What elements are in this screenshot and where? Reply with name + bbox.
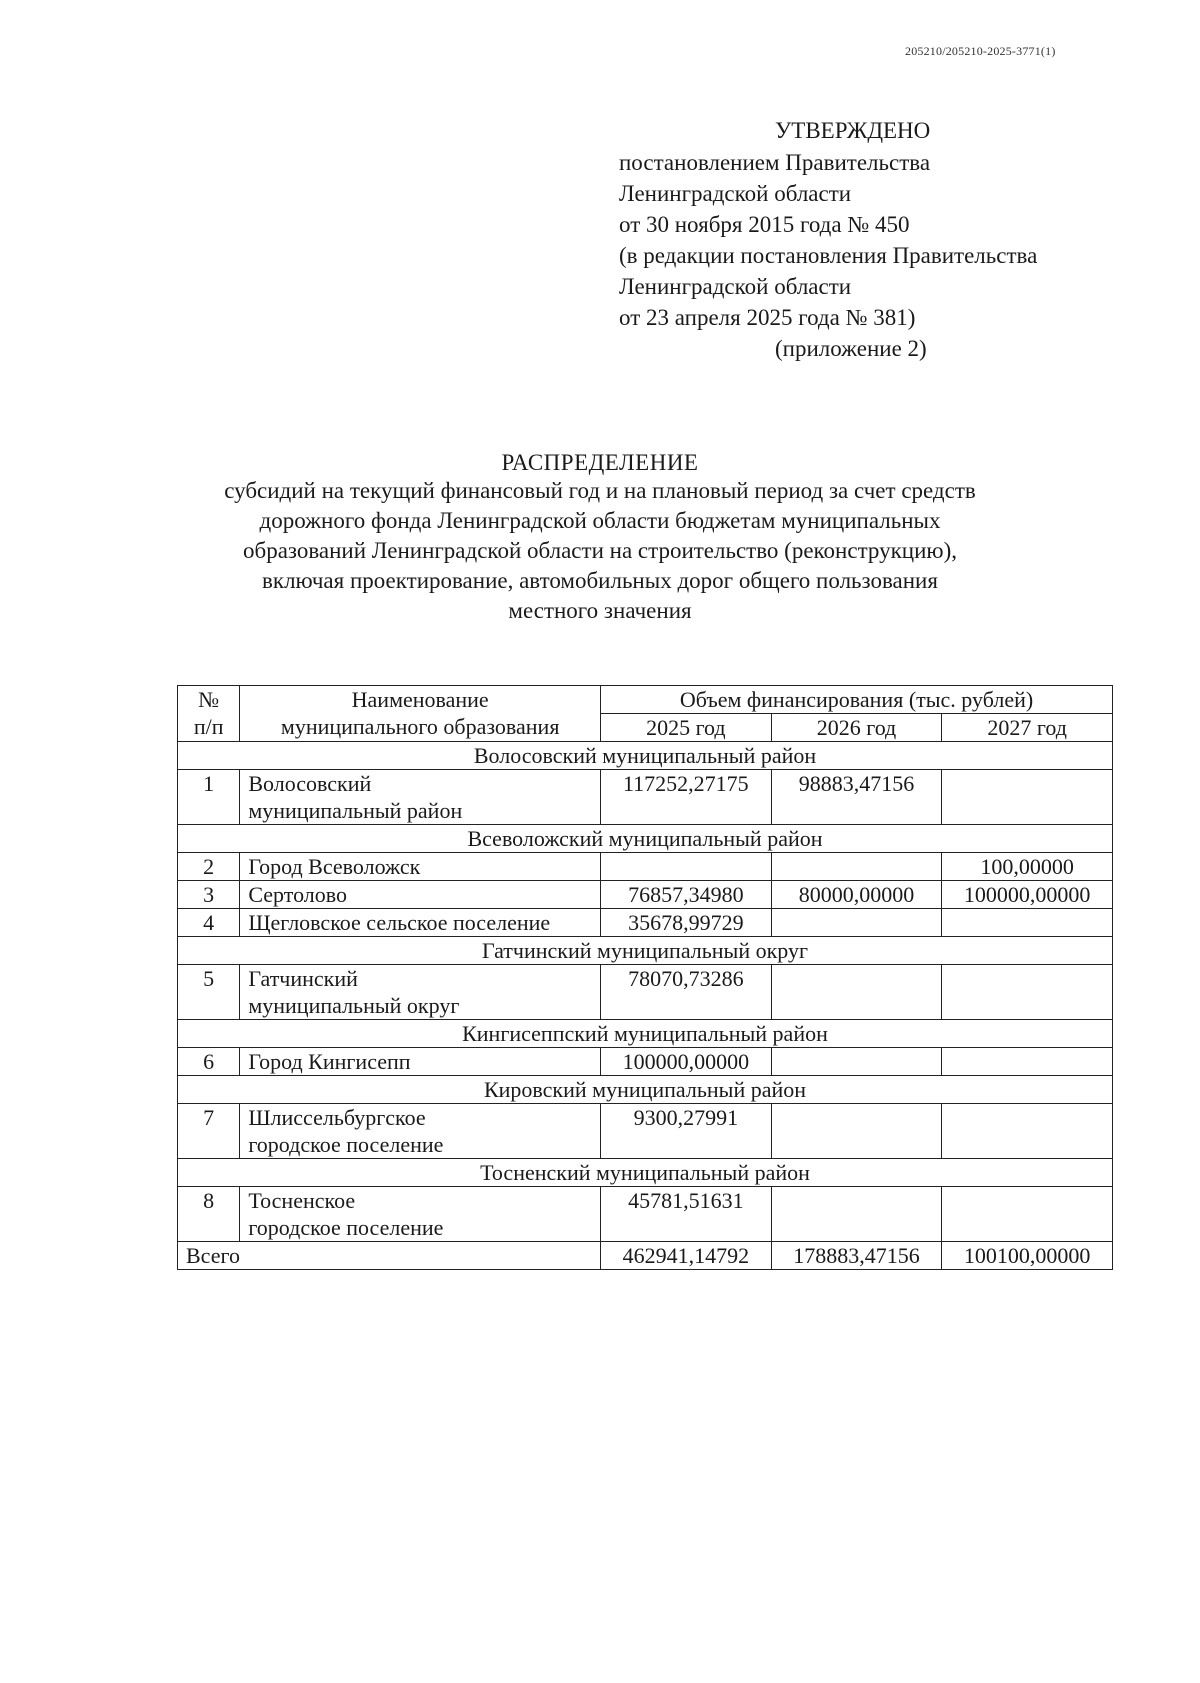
table-row bbox=[178, 881, 1113, 909]
row-value-2026 bbox=[771, 1187, 942, 1242]
subtitle-line: дорожного фонда Ленинградской области бюджетам муниципальных bbox=[259, 508, 941, 533]
row-num: 7 bbox=[178, 1104, 240, 1159]
row-value-2025: 76857,34980 bbox=[601, 881, 772, 909]
row-value-2027 bbox=[942, 1187, 1113, 1242]
row-name: Тосненское городское поселение bbox=[240, 1187, 601, 1242]
row-value-2026 bbox=[771, 965, 942, 1020]
row-value-2027 bbox=[942, 965, 1113, 1020]
section-title: Тосненский муниципальный район bbox=[178, 1159, 1113, 1187]
table-row bbox=[178, 965, 1113, 1020]
approval-line: (в редакции постановления Правительства bbox=[619, 243, 1038, 268]
total-value-2026: 178883,47156 bbox=[771, 1242, 942, 1270]
header-year-2027: 2027 год bbox=[942, 714, 1113, 742]
row-value-2025: 9300,27991 bbox=[601, 1104, 772, 1159]
header-year-2025: 2025 год bbox=[601, 714, 772, 742]
section-row bbox=[178, 742, 1113, 770]
section-title: Кировский муниципальный район bbox=[178, 1076, 1113, 1104]
section-title: Всеволожский муниципальный район bbox=[178, 825, 1113, 853]
total-row bbox=[178, 1242, 1113, 1270]
section-row bbox=[178, 937, 1113, 965]
subtitle-line: субсидий на текущий финансовый год и на плановый период за счет средств bbox=[224, 478, 976, 503]
subtitle-line: местного значения bbox=[508, 598, 692, 623]
row-name: Сертолово bbox=[240, 881, 601, 909]
distribution-table bbox=[177, 685, 1113, 1270]
row-value-2027 bbox=[942, 909, 1113, 937]
row-value-2026 bbox=[771, 909, 942, 937]
approval-line: от 30 ноября 2015 года № 450 bbox=[619, 212, 910, 237]
header-name: Наименование муниципального образования bbox=[240, 686, 601, 742]
section-title: Гатчинский муниципальный округ bbox=[178, 937, 1113, 965]
document-title: РАСПРЕДЕЛЕНИЕ bbox=[501, 450, 699, 475]
row-num: 4 bbox=[178, 909, 240, 937]
section-title: Волосовский муниципальный район bbox=[178, 742, 1113, 770]
table-row bbox=[178, 909, 1113, 937]
row-name: Щегловское сельское поселение bbox=[240, 909, 601, 937]
row-value-2025: 78070,73286 bbox=[601, 965, 772, 1020]
header-year-2026: 2026 год bbox=[771, 714, 942, 742]
row-name: Волосовский муниципальный район bbox=[240, 770, 601, 825]
row-name: Гатчинский муниципальный округ bbox=[240, 965, 601, 1020]
row-name: Город Всеволожск bbox=[240, 853, 601, 881]
row-value-2026 bbox=[771, 1104, 942, 1159]
total-label: Всего bbox=[178, 1242, 601, 1270]
row-value-2026: 98883,47156 bbox=[771, 770, 942, 825]
row-value-2027 bbox=[942, 1104, 1113, 1159]
row-name: Шлиссельбургское городское поселение bbox=[240, 1104, 601, 1159]
header-funding: Объем финансирования (тыс. рублей) bbox=[601, 686, 1113, 714]
row-value-2027 bbox=[942, 770, 1113, 825]
row-num: 5 bbox=[178, 965, 240, 1020]
approval-line: от 23 апреля 2025 года № 381) bbox=[619, 305, 916, 330]
row-value-2027: 100,00000 bbox=[942, 853, 1113, 881]
row-name: Город Кингисепп bbox=[240, 1048, 601, 1076]
total-value-2025: 462941,14792 bbox=[601, 1242, 772, 1270]
row-value-2026: 80000,00000 bbox=[771, 881, 942, 909]
row-value-2025: 35678,99729 bbox=[601, 909, 772, 937]
row-num: 6 bbox=[178, 1048, 240, 1076]
row-num: 2 bbox=[178, 853, 240, 881]
row-num: 3 bbox=[178, 881, 240, 909]
header-num: № п/п bbox=[178, 686, 240, 742]
row-value-2025: 117252,27175 bbox=[601, 770, 772, 825]
row-value-2027 bbox=[942, 1048, 1113, 1076]
approval-line: (приложение 2) bbox=[775, 336, 927, 361]
row-num: 1 bbox=[178, 770, 240, 825]
row-value-2027: 100000,00000 bbox=[942, 881, 1113, 909]
section-row bbox=[178, 1076, 1113, 1104]
section-row bbox=[178, 1020, 1113, 1048]
table-row bbox=[178, 1104, 1113, 1159]
section-row bbox=[178, 825, 1113, 853]
subtitle-line: включая проектирование, автомобильных дорог общего пользования bbox=[262, 568, 938, 593]
section-row bbox=[178, 1159, 1113, 1187]
subtitle-line: образований Ленинградской области на строительство (реконструкцию), bbox=[243, 538, 957, 563]
approval-line: постановлением Правительства bbox=[619, 150, 931, 175]
table-row bbox=[178, 1187, 1113, 1242]
table-row bbox=[178, 1048, 1113, 1076]
approval-line: Ленинградской области bbox=[619, 181, 852, 206]
total-value-2027: 100100,00000 bbox=[942, 1242, 1113, 1270]
section-title: Кингисеппский муниципальный район bbox=[178, 1020, 1113, 1048]
document-number: 205210/205210-2025-3771(1) bbox=[905, 44, 1056, 58]
row-num: 8 bbox=[178, 1187, 240, 1242]
approval-heading: УТВЕРЖДЕНО bbox=[775, 118, 931, 143]
row-value-2026 bbox=[771, 1048, 942, 1076]
table-row bbox=[178, 853, 1113, 881]
document-subtitle bbox=[150, 476, 1050, 626]
table-header-row bbox=[178, 686, 1113, 714]
row-value-2025 bbox=[601, 853, 772, 881]
approval-line: Ленинградской области bbox=[619, 274, 852, 299]
row-value-2025: 45781,51631 bbox=[601, 1187, 772, 1242]
row-value-2025: 100000,00000 bbox=[601, 1048, 772, 1076]
row-value-2026 bbox=[771, 853, 942, 881]
table-row bbox=[178, 770, 1113, 825]
